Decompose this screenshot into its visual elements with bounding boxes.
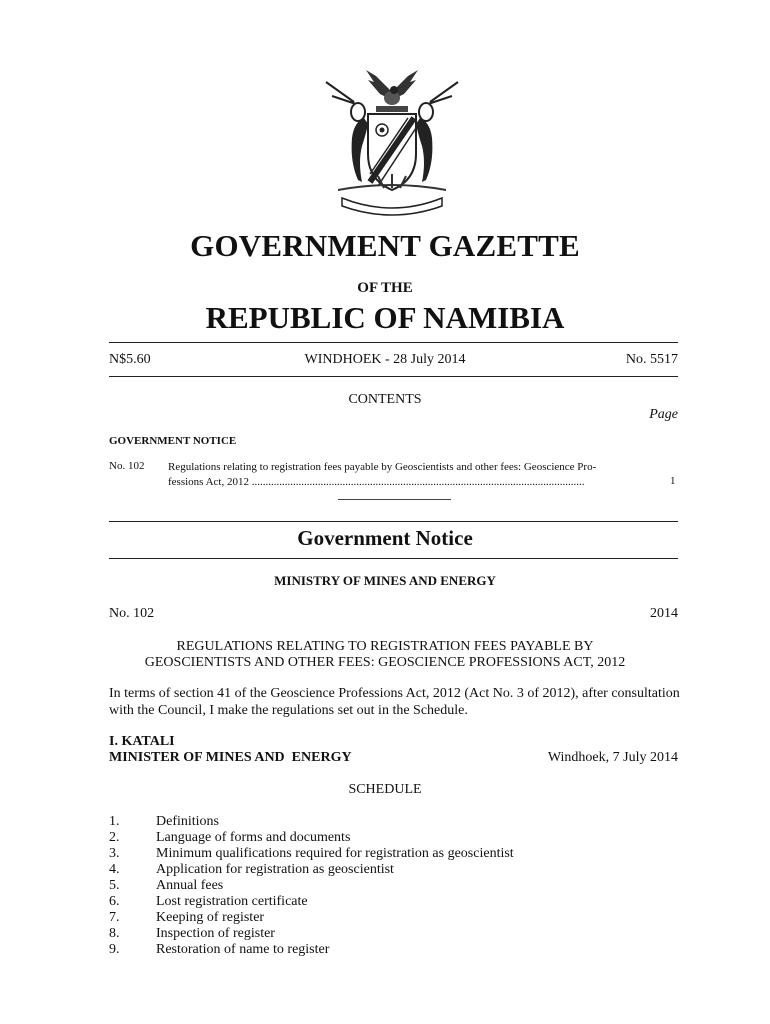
header-top-rule — [109, 342, 678, 343]
notice-number: No. 102 — [109, 606, 155, 621]
regulations-title-line1: REGULATIONS RELATING TO REGISTRATION FEES PAYABLE BY — [176, 639, 594, 654]
schedule-item-text: Minimum qualifications required for registration as geoscientist — [156, 846, 514, 861]
schedule-item — [109, 942, 609, 958]
schedule-item-number: 8. — [109, 926, 120, 941]
schedule-item — [109, 830, 609, 846]
toc-entry-number: No. 102 — [109, 460, 145, 472]
schedule-item-number: 1. — [109, 814, 120, 829]
schedule-item-text: Restoration of name to register — [156, 942, 330, 957]
toc-entry-line2: fessions Act, 2012 ......................................................................................................................... — [168, 476, 585, 488]
header-bottom-rule — [109, 376, 678, 377]
signed-place-date: Windhoek, 7 July 2014 — [547, 750, 678, 765]
schedule-item-text: Definitions — [156, 814, 219, 829]
schedule-item-number: 2. — [109, 830, 120, 845]
schedule-item-number: 5. — [109, 878, 120, 893]
schedule-item — [109, 894, 609, 910]
notice-year: 2014 — [650, 606, 678, 621]
schedule-item — [109, 910, 609, 926]
gazette-of-the: OF THE — [357, 280, 413, 296]
gazette-title: GOVERNMENT GAZETTE — [190, 228, 580, 263]
schedule-item-text: Application for registration as geoscientist — [156, 862, 394, 877]
schedule-item-text: Inspection of register — [156, 926, 275, 941]
republic-name: REPUBLIC OF NAMIBIA — [205, 300, 565, 335]
schedule-item-number: 6. — [109, 894, 120, 909]
schedule-item — [109, 878, 609, 894]
schedule-item — [109, 814, 609, 830]
schedule-item-number: 7. — [109, 910, 120, 925]
toc-entry-page: 1 — [670, 475, 676, 487]
schedule-item-text: Keeping of register — [156, 910, 265, 925]
ministry-name: MINISTRY OF MINES AND ENERGY — [274, 573, 496, 588]
contents-heading: CONTENTS — [348, 392, 422, 407]
schedule-list — [109, 814, 609, 958]
schedule-item-number: 3. — [109, 846, 120, 861]
schedule-item — [109, 846, 609, 862]
regulations-title — [0, 639, 770, 671]
contents-divider — [338, 499, 451, 500]
coat-of-arms-icon — [318, 62, 466, 218]
signatory-title: MINISTER OF MINES AND ENERGY — [109, 750, 352, 765]
schedule-item-number: 4. — [109, 862, 120, 877]
contents-section-heading: GOVERNMENT NOTICE — [109, 435, 237, 447]
signatory-name: I. KATALI — [109, 734, 175, 749]
schedule-item-text: Annual fees — [156, 878, 224, 893]
toc-entry-text[interactable] — [168, 460, 638, 490]
schedule-item-number: 9. — [109, 942, 120, 957]
notice-bottom-rule — [109, 558, 678, 559]
schedule-item — [109, 926, 609, 942]
gazette-place-date: WINDHOEK - 28 July 2014 — [304, 352, 466, 367]
toc-entry-line1: Regulations relating to registration fees payable by Geoscientists and other fees: Geoscience Pro- — [168, 461, 597, 473]
gazette-number: No. 5517 — [625, 352, 678, 367]
schedule-heading: SCHEDULE — [348, 782, 422, 797]
preamble-paragraph: In terms of section 41 of the Geoscience Professions Act, 2012 (Act No. 3 of 2012), after consultation with the Council, I make the regulations set out in the Schedule. — [109, 686, 680, 718]
schedule-item-text: Language of forms and documents — [156, 830, 351, 845]
schedule-item — [109, 862, 609, 878]
notice-top-rule — [109, 521, 678, 522]
schedule-item-text: Lost registration certificate — [156, 894, 308, 909]
notice-heading: Government Notice — [297, 526, 473, 550]
regulations-title-line2: GEOSCIENTISTS AND OTHER FEES: GEOSCIENCE PROFESSIONS ACT, 2012 — [144, 655, 626, 670]
gazette-price: N$5.60 — [109, 352, 151, 367]
page-column-label: Page — [649, 407, 678, 422]
